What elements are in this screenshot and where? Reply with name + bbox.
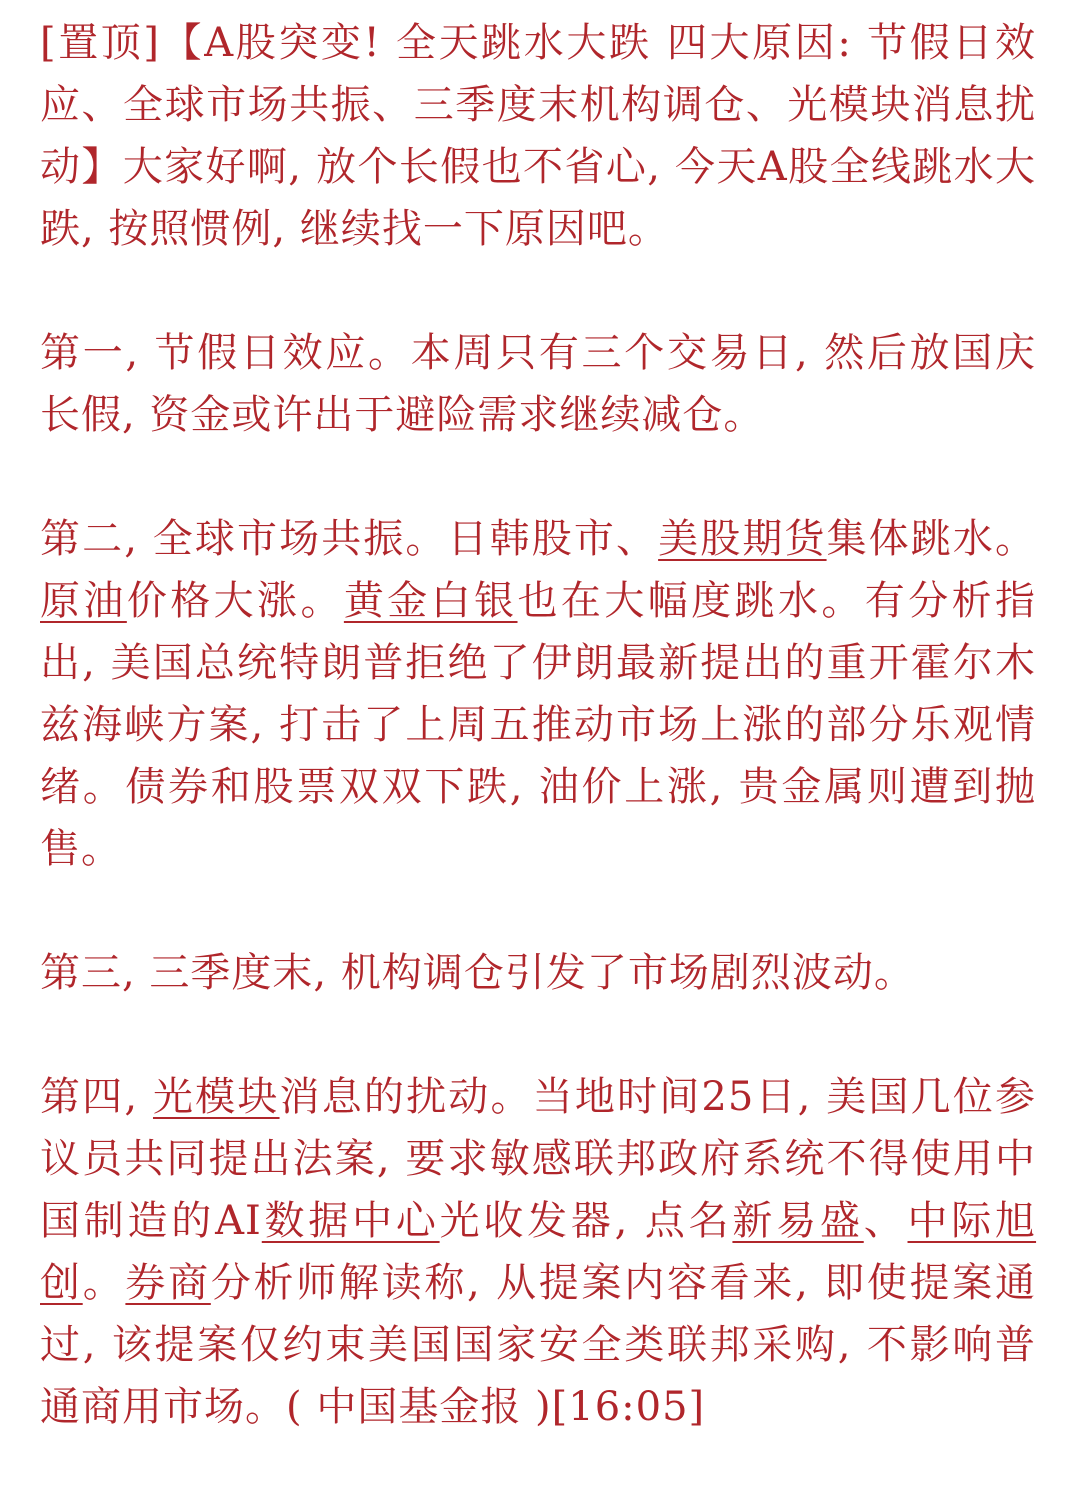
topic-link[interactable]: 数据中心: [261, 1198, 440, 1244]
topic-link[interactable]: 光模块: [152, 1074, 280, 1120]
text-segment: [置顶]【A股突变! 全天跳水大跌 四大原因: 节假日效应、全球市场共振、三季度末机构调仓、光模块消息扰动】大家好啊, 放个长假也不省心, 今天A股全线跳水大跌, 按照惯例, 继续找一下原因吧。: [40, 20, 1036, 252]
paragraph: [40, 1066, 1036, 1438]
text-segment: 也在大幅度跳水。有分析指出, 美国总统特朗普拒绝了伊朗最新提出的重开霍尔木兹海峡方案, 打击了上周五推动市场上涨的部分乐观情绪。债券和股票双双下跌, 油价上涨, 贵金属则遭到抛售。: [40, 578, 1037, 872]
topic-link[interactable]: 原油: [40, 578, 127, 624]
paragraph: [40, 12, 1036, 260]
text-segment: 集体跳水。: [826, 516, 1037, 562]
topic-link[interactable]: 黄金白银: [343, 578, 518, 624]
paragraph: [40, 322, 1036, 446]
text-segment: 第三, 三季度末, 机构调仓引发了市场剧烈波动。: [40, 950, 915, 996]
topic-link[interactable]: 新易盛: [732, 1198, 864, 1244]
text-segment: 第一, 节假日效应。本周只有三个交易日, 然后放国庆长假, 资金或许出于避险需求继续减仓。: [40, 330, 1036, 438]
text-segment: 。: [82, 1260, 126, 1306]
text-segment: 分析师解读称, 从提案内容看来, 即使提案通过, 该提案仅约束美国国家安全类联邦采购, 不影响普通商用市场。( 中国基金报 )[16:05]: [40, 1260, 1037, 1430]
paragraph: [40, 942, 1036, 1004]
text-segment: 第四,: [40, 1074, 153, 1120]
text-segment: 第二, 全球市场共振。日韩股市、: [40, 516, 659, 562]
topic-link[interactable]: 券商: [125, 1260, 211, 1306]
paragraph: [40, 508, 1036, 880]
text-segment: 光收发器, 点名: [439, 1198, 733, 1244]
topic-link[interactable]: 美股期货: [658, 516, 827, 562]
topic-link[interactable]: 中际旭创: [40, 1198, 1037, 1306]
text-segment: 价格大涨。: [126, 578, 344, 624]
text-segment: 、: [863, 1198, 908, 1244]
text-segment: 消息的扰动。当地时间25日, 美国几位参议员共同提出法案, 要求敏感联邦政府系统不得使用中国制造的AI: [40, 1074, 1037, 1244]
